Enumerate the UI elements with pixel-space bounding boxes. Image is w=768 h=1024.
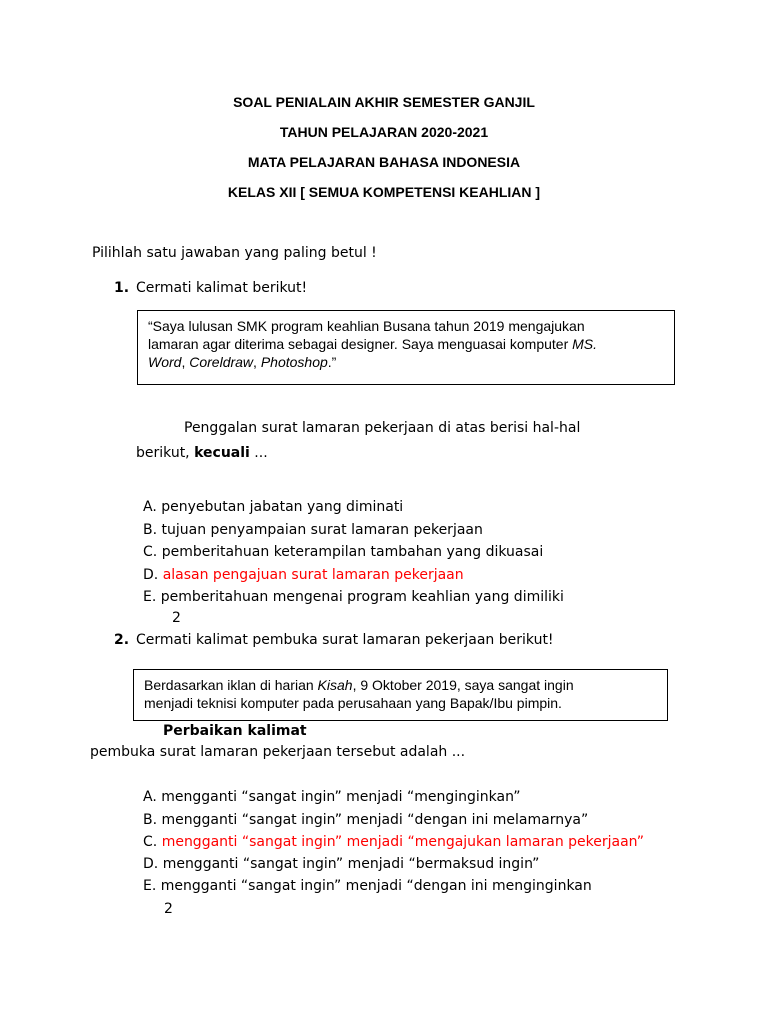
q2-score: 2 xyxy=(164,901,173,917)
q2-quote-line2: menjadi teknisi komputer pada perusahaan yang Bapak/Ibu pimpin. xyxy=(144,695,562,711)
q1-quote-word: Word xyxy=(148,354,182,370)
option-text: pemberitahuan mengenai program keahlian yang dimiliki xyxy=(160,589,564,605)
q1-option-e[interactable] xyxy=(143,589,564,605)
option-letter: D. xyxy=(143,567,159,583)
header-class: KELAS XII [ SEMUA KOMPETENSI KEAHLIAN ] xyxy=(227,184,541,200)
q2-option-e[interactable] xyxy=(143,878,592,894)
option-letter: B. xyxy=(143,812,158,828)
option-letter: E. xyxy=(143,589,157,605)
q1-option-c[interactable] xyxy=(143,544,543,560)
q1-quote-line1: “Saya lulusan SMK program keahlian Busana tahun 2019 mengajukan xyxy=(148,318,585,334)
option-text-answer: mengganti “sangat ingin” menjadi “mengajukan lamaran pekerjaan” xyxy=(161,834,645,850)
option-text: mengganti “sangat ingin” menjadi “menginginkan” xyxy=(161,789,521,805)
option-text-answer: alasan pengajuan surat lamaran pekerjaan xyxy=(162,567,464,583)
option-text: mengganti “sangat ingin” menjadi “bermaksud ingin” xyxy=(162,856,540,872)
q1-question-line2 xyxy=(136,445,268,461)
q1-quote-sep: , xyxy=(181,354,190,370)
option-text: mengganti “sangat ingin” menjadi “dengan ini melamarnya” xyxy=(161,812,589,828)
q1-question-line1: Penggalan surat lamaran pekerjaan di atas berisi hal-hal xyxy=(184,420,581,436)
option-text: mengganti “sangat ingin” menjadi “dengan ini menginginkan xyxy=(160,878,592,894)
q1-quote-line2-italic: MS. xyxy=(572,336,598,352)
q2-option-c[interactable] xyxy=(143,834,644,850)
q1-question-pre: berikut, xyxy=(136,445,195,461)
header-title: SOAL PENIALAIN AKHIR SEMESTER GANJIL xyxy=(233,94,535,110)
header-academic-year: TAHUN PELAJARAN 2020-2021 xyxy=(279,124,489,140)
option-text: tujuan penyampaian surat lamaran pekerjaan xyxy=(161,522,483,538)
q2-heading: Perbaikan kalimat xyxy=(163,723,307,739)
q2-quote-pre: Berdasarkan iklan di harian xyxy=(144,677,318,693)
q2-quote-post: , 9 Oktober 2019, saya sangat ingin xyxy=(352,677,574,693)
option-letter: A. xyxy=(143,789,157,805)
q1-question-post: ... xyxy=(249,445,268,461)
q2-option-d[interactable] xyxy=(143,856,539,872)
q1-quote-end: .” xyxy=(327,354,337,370)
q2-quote-line1 xyxy=(144,676,657,694)
option-letter: B. xyxy=(143,522,158,538)
option-letter: C. xyxy=(143,544,158,560)
q1-question-emphasis: kecuali xyxy=(194,445,250,461)
option-letter: E. xyxy=(143,878,157,894)
q2-prompt: Cermati kalimat pembuka surat lamaran pekerjaan berikut! xyxy=(136,632,554,648)
q1-score: 2 xyxy=(172,610,181,626)
option-letter: A. xyxy=(143,499,157,515)
q1-quote-photoshop: Photoshop xyxy=(260,354,328,370)
q1-option-a[interactable] xyxy=(143,499,403,515)
q2-number: 2. xyxy=(114,632,130,648)
q1-prompt: Cermati kalimat berikut! xyxy=(136,280,308,296)
q1-quote-box xyxy=(137,310,675,385)
q2-option-b[interactable] xyxy=(143,812,588,828)
q2-option-a[interactable] xyxy=(143,789,520,805)
q1-quote-line2-text: lamaran agar diterima sebagai designer. Saya menguasai komputer xyxy=(148,336,573,352)
q1-number: 1. xyxy=(114,280,130,296)
q1-option-b[interactable] xyxy=(143,522,483,538)
option-letter: C. xyxy=(143,834,158,850)
q1-quote-coreldraw: Coreldraw xyxy=(189,354,254,370)
q1-quote-line3 xyxy=(148,353,664,371)
q2-quote-newspaper: Kisah xyxy=(317,677,353,693)
q1-option-d[interactable] xyxy=(143,567,464,583)
q1-quote-line2 xyxy=(148,335,664,353)
q2-quote-box xyxy=(133,669,668,721)
q2-question: pembuka surat lamaran pekerjaan tersebut adalah ... xyxy=(90,744,466,760)
q1-quote-sep: , xyxy=(253,354,261,370)
option-text: penyebutan jabatan yang diminati xyxy=(161,499,404,515)
header-subject: MATA PELAJARAN BAHASA INDONESIA xyxy=(247,154,521,170)
instruction: Pilihlah satu jawaban yang paling betul ! xyxy=(92,245,377,261)
option-letter: D. xyxy=(143,856,159,872)
option-text: pemberitahuan keterampilan tambahan yang dikuasai xyxy=(161,544,544,560)
